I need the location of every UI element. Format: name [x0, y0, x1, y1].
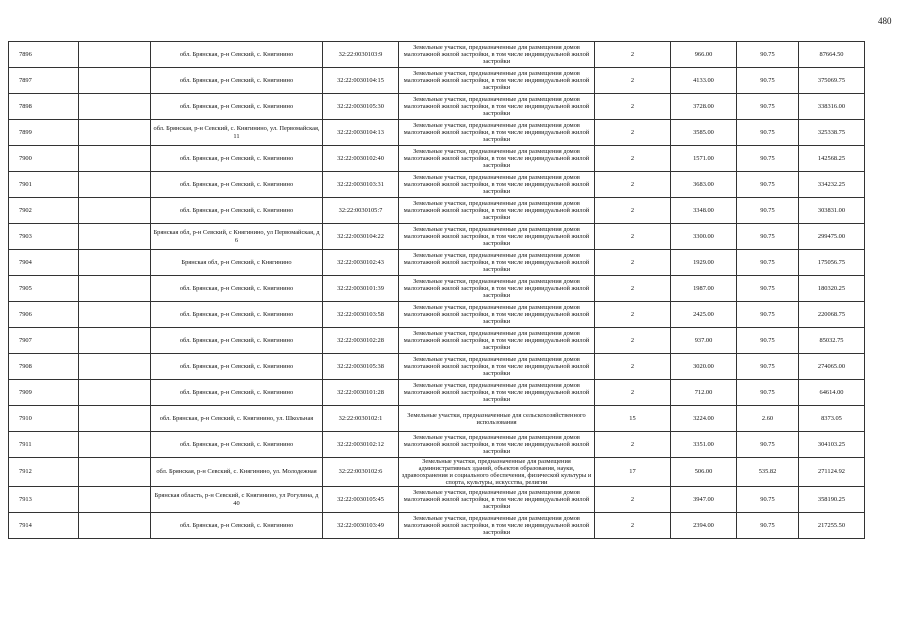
area-cell: 3947.00	[671, 487, 737, 513]
land-purpose-cell: Земельные участки, предназначенные для размещения домов малоэтажной жилой застройки, в том числе индивидуальной жилой застройки	[399, 513, 595, 539]
empty-cell	[79, 406, 151, 432]
address-cell: Брянская область, р-н Севский, с Княгинино, ул Рогулина, д 40	[151, 487, 323, 513]
address-cell: обл. Брянская, р-н Севский, с. Княгинино	[151, 42, 323, 68]
cadastral-number-cell: 32:22:0030102:12	[323, 432, 399, 458]
area-cell: 937.00	[671, 328, 737, 354]
row-number-cell: 7900	[9, 146, 79, 172]
area-cell: 3020.00	[671, 354, 737, 380]
row-number-cell: 7914	[9, 513, 79, 539]
area-cell: 1929.00	[671, 250, 737, 276]
area-cell: 3585.00	[671, 120, 737, 146]
cadastral-value-cell: 299475.00	[799, 224, 865, 250]
row-number-cell: 7901	[9, 172, 79, 198]
cadastral-value-cell: 303831.00	[799, 198, 865, 224]
cadastral-number-cell: 32:22:0030103:49	[323, 513, 399, 539]
empty-cell	[79, 328, 151, 354]
row-number-cell: 7909	[9, 380, 79, 406]
land-purpose-cell: Земельные участки, предназначенные для размещения домов малоэтажной жилой застройки, в том числе индивидуальной жилой застройки	[399, 42, 595, 68]
usage-code-cell: 2	[595, 172, 671, 198]
page-number: 480	[878, 16, 892, 26]
land-purpose-cell: Земельные участки, предназначенные для размещения домов малоэтажной жилой застройки, в том числе индивидуальной жилой застройки	[399, 432, 595, 458]
rate-cell: 90.75	[737, 380, 799, 406]
area-cell: 506.00	[671, 458, 737, 487]
table-body	[9, 42, 865, 539]
cadastral-value-cell: 142568.25	[799, 146, 865, 172]
address-cell: обл. Брянская, р-н Севский, с. Княгинино	[151, 513, 323, 539]
usage-code-cell: 2	[595, 276, 671, 302]
cadastral-value-cell: 175056.75	[799, 250, 865, 276]
cadastral-number-cell: 32:22:0030101:28	[323, 380, 399, 406]
rate-cell: 2.60	[737, 406, 799, 432]
cadastral-number-cell: 32:22:0030104:13	[323, 120, 399, 146]
cadastral-number-cell: 32:22:0030102:40	[323, 146, 399, 172]
usage-code-cell: 2	[595, 198, 671, 224]
table-row	[9, 406, 865, 432]
table-row	[9, 68, 865, 94]
table-row	[9, 354, 865, 380]
row-number-cell: 7904	[9, 250, 79, 276]
area-cell: 3728.00	[671, 94, 737, 120]
empty-cell	[79, 120, 151, 146]
table-row	[9, 487, 865, 513]
rate-cell: 90.75	[737, 68, 799, 94]
cadastral-number-cell: 32:22:0030102:43	[323, 250, 399, 276]
address-cell: обл. Брянская, р-н Севский, с. Княгинино, ул. Молодежная	[151, 458, 323, 487]
land-purpose-cell: Земельные участки, предназначенные для размещения административных зданий, объектов образования, науки, здравоохранения и социального обеспечения, физической культуры и спорта, культуры, искусства, религии	[399, 458, 595, 487]
table-row	[9, 380, 865, 406]
land-purpose-cell: Земельные участки, предназначенные для размещения домов малоэтажной жилой застройки, в том числе индивидуальной жилой застройки	[399, 120, 595, 146]
cadastral-number-cell: 32:22:0030103:9	[323, 42, 399, 68]
usage-code-cell: 2	[595, 432, 671, 458]
area-cell: 3348.00	[671, 198, 737, 224]
empty-cell	[79, 68, 151, 94]
land-purpose-cell: Земельные участки, предназначенные для размещения домов малоэтажной жилой застройки, в том числе индивидуальной жилой застройки	[399, 68, 595, 94]
cadastral-value-cell: 8373.05	[799, 406, 865, 432]
rate-cell: 90.75	[737, 276, 799, 302]
row-number-cell: 7906	[9, 302, 79, 328]
rate-cell: 90.75	[737, 432, 799, 458]
usage-code-cell: 2	[595, 250, 671, 276]
table-row	[9, 120, 865, 146]
table-row	[9, 94, 865, 120]
empty-cell	[79, 198, 151, 224]
cadastral-value-cell: 85032.75	[799, 328, 865, 354]
address-cell: обл. Брянская, р-н Севский, с. Княгинино	[151, 328, 323, 354]
cadastral-number-cell: 32:22:0030102:28	[323, 328, 399, 354]
address-cell: Брянская обл, р-н Севский, с Княгинино, ул Первомайская, д 6	[151, 224, 323, 250]
address-cell: обл. Брянская, р-н Севский, с. Княгинино	[151, 198, 323, 224]
row-number-cell: 7905	[9, 276, 79, 302]
cadastral-value-cell: 375069.75	[799, 68, 865, 94]
cadastral-number-cell: 32:22:0030105:45	[323, 487, 399, 513]
cadastral-value-cell: 220068.75	[799, 302, 865, 328]
empty-cell	[79, 94, 151, 120]
address-cell: обл. Брянская, р-н Севский, с. Княгинино	[151, 432, 323, 458]
address-cell: обл. Брянская, р-н Севский, с. Княгинино, ул. Первомайская, 11	[151, 120, 323, 146]
cadastral-number-cell: 32:22:0030104:15	[323, 68, 399, 94]
land-purpose-cell: Земельные участки, предназначенные для размещения домов малоэтажной жилой застройки, в том числе индивидуальной жилой застройки	[399, 198, 595, 224]
cadastral-number-cell: 32:22:0030104:22	[323, 224, 399, 250]
address-cell: обл. Брянская, р-н Севский, с. Княгинино	[151, 302, 323, 328]
usage-code-cell: 2	[595, 513, 671, 539]
cadastral-number-cell: 32:22:0030102:6	[323, 458, 399, 487]
address-cell: обл. Брянская, р-н Севский, с. Княгинино, ул. Школьная	[151, 406, 323, 432]
area-cell: 712.00	[671, 380, 737, 406]
rate-cell: 90.75	[737, 172, 799, 198]
address-cell: Брянская обл, р-н Севский, с Княгинино	[151, 250, 323, 276]
table-row	[9, 146, 865, 172]
area-cell: 1987.00	[671, 276, 737, 302]
land-purpose-cell: Земельные участки, предназначенные для размещения домов малоэтажной жилой застройки, в том числе индивидуальной жилой застройки	[399, 487, 595, 513]
empty-cell	[79, 432, 151, 458]
land-purpose-cell: Земельные участки, предназначенные для размещения домов малоэтажной жилой застройки, в том числе индивидуальной жилой застройки	[399, 250, 595, 276]
cadastral-value-cell: 64614.00	[799, 380, 865, 406]
area-cell: 3351.00	[671, 432, 737, 458]
cadastral-value-cell: 338316.00	[799, 94, 865, 120]
area-cell: 3300.00	[671, 224, 737, 250]
usage-code-cell: 2	[595, 224, 671, 250]
rate-cell: 90.75	[737, 42, 799, 68]
table-row	[9, 224, 865, 250]
cadastral-value-cell: 334232.25	[799, 172, 865, 198]
table-row	[9, 42, 865, 68]
usage-code-cell: 2	[595, 380, 671, 406]
empty-cell	[79, 276, 151, 302]
land-purpose-cell: Земельные участки, предназначенные для размещения домов малоэтажной жилой застройки, в том числе индивидуальной жилой застройки	[399, 172, 595, 198]
address-cell: обл. Брянская, р-н Севский, с. Княгинино	[151, 276, 323, 302]
land-purpose-cell: Земельные участки, предназначенные для размещения домов малоэтажной жилой застройки, в том числе индивидуальной жилой застройки	[399, 380, 595, 406]
usage-code-cell: 2	[595, 68, 671, 94]
area-cell: 3683.00	[671, 172, 737, 198]
usage-code-cell: 2	[595, 146, 671, 172]
usage-code-cell: 2	[595, 42, 671, 68]
rate-cell: 90.75	[737, 302, 799, 328]
cadastral-value-cell: 180320.25	[799, 276, 865, 302]
empty-cell	[79, 458, 151, 487]
cadastral-value-cell: 358190.25	[799, 487, 865, 513]
cadastral-number-cell: 32:22:0030105:38	[323, 354, 399, 380]
table-row	[9, 172, 865, 198]
land-registry-table	[8, 41, 865, 539]
row-number-cell: 7897	[9, 68, 79, 94]
land-purpose-cell: Земельные участки, предназначенные для размещения домов малоэтажной жилой застройки, в том числе индивидуальной жилой застройки	[399, 146, 595, 172]
land-purpose-cell: Земельные участки, предназначенные для размещения домов малоэтажной жилой застройки, в том числе индивидуальной жилой застройки	[399, 276, 595, 302]
table-row	[9, 458, 865, 487]
row-number-cell: 7912	[9, 458, 79, 487]
address-cell: обл. Брянская, р-н Севский, с. Княгинино	[151, 354, 323, 380]
empty-cell	[79, 380, 151, 406]
cadastral-number-cell: 32:22:0030103:58	[323, 302, 399, 328]
usage-code-cell: 2	[595, 328, 671, 354]
land-purpose-cell: Земельные участки, предназначенные для размещения домов малоэтажной жилой застройки, в том числе индивидуальной жилой застройки	[399, 302, 595, 328]
cadastral-number-cell: 32:22:0030105:30	[323, 94, 399, 120]
row-number-cell: 7911	[9, 432, 79, 458]
land-purpose-cell: Земельные участки, предназначенные для размещения домов малоэтажной жилой застройки, в том числе индивидуальной жилой застройки	[399, 224, 595, 250]
cadastral-value-cell: 325338.75	[799, 120, 865, 146]
cadastral-number-cell: 32:22:0030103:31	[323, 172, 399, 198]
table-row	[9, 328, 865, 354]
table-row	[9, 250, 865, 276]
row-number-cell: 7908	[9, 354, 79, 380]
rate-cell: 90.75	[737, 224, 799, 250]
cadastral-value-cell: 304103.25	[799, 432, 865, 458]
empty-cell	[79, 354, 151, 380]
rate-cell: 90.75	[737, 487, 799, 513]
rate-cell: 90.75	[737, 513, 799, 539]
row-number-cell: 7896	[9, 42, 79, 68]
cadastral-number-cell: 32:22:0030105:7	[323, 198, 399, 224]
rate-cell: 90.75	[737, 120, 799, 146]
row-number-cell: 7902	[9, 198, 79, 224]
address-cell: обл. Брянская, р-н Севский, с. Княгинино	[151, 94, 323, 120]
usage-code-cell: 2	[595, 302, 671, 328]
address-cell: обл. Брянская, р-н Севский, с. Княгинино	[151, 380, 323, 406]
address-cell: обл. Брянская, р-н Севский, с. Княгинино	[151, 146, 323, 172]
row-number-cell: 7899	[9, 120, 79, 146]
area-cell: 2394.00	[671, 513, 737, 539]
row-number-cell: 7907	[9, 328, 79, 354]
usage-code-cell: 17	[595, 458, 671, 487]
rate-cell: 535.82	[737, 458, 799, 487]
usage-code-cell: 15	[595, 406, 671, 432]
address-cell: обл. Брянская, р-н Севский, с. Княгинино	[151, 172, 323, 198]
land-purpose-cell: Земельные участки, предназначенные для размещения домов малоэтажной жилой застройки, в том числе индивидуальной жилой застройки	[399, 328, 595, 354]
cadastral-value-cell: 271124.92	[799, 458, 865, 487]
address-cell: обл. Брянская, р-н Севский, с. Княгинино	[151, 68, 323, 94]
empty-cell	[79, 302, 151, 328]
table-row	[9, 302, 865, 328]
usage-code-cell: 2	[595, 487, 671, 513]
area-cell: 4133.00	[671, 68, 737, 94]
land-purpose-cell: Земельные участки, предназначенные для размещения домов малоэтажной жилой застройки, в том числе индивидуальной жилой застройки	[399, 94, 595, 120]
row-number-cell: 7913	[9, 487, 79, 513]
land-purpose-cell: Земельные участки, предназначенные для сельскохозяйственного использования	[399, 406, 595, 432]
table-row	[9, 432, 865, 458]
row-number-cell: 7910	[9, 406, 79, 432]
empty-cell	[79, 146, 151, 172]
cadastral-number-cell: 32:22:0030102:1	[323, 406, 399, 432]
rate-cell: 90.75	[737, 94, 799, 120]
cadastral-value-cell: 217255.50	[799, 513, 865, 539]
area-cell: 2425.00	[671, 302, 737, 328]
row-number-cell: 7903	[9, 224, 79, 250]
table-row	[9, 198, 865, 224]
row-number-cell: 7898	[9, 94, 79, 120]
rate-cell: 90.75	[737, 146, 799, 172]
rate-cell: 90.75	[737, 328, 799, 354]
empty-cell	[79, 487, 151, 513]
empty-cell	[79, 513, 151, 539]
usage-code-cell: 2	[595, 94, 671, 120]
cadastral-value-cell: 274065.00	[799, 354, 865, 380]
rate-cell: 90.75	[737, 198, 799, 224]
usage-code-cell: 2	[595, 120, 671, 146]
cadastral-value-cell: 87664.50	[799, 42, 865, 68]
empty-cell	[79, 224, 151, 250]
rate-cell: 90.75	[737, 354, 799, 380]
table-row	[9, 276, 865, 302]
table-row	[9, 513, 865, 539]
land-purpose-cell: Земельные участки, предназначенные для размещения домов малоэтажной жилой застройки, в том числе индивидуальной жилой застройки	[399, 354, 595, 380]
usage-code-cell: 2	[595, 354, 671, 380]
cadastral-number-cell: 32:22:0030101:39	[323, 276, 399, 302]
area-cell: 966.00	[671, 42, 737, 68]
empty-cell	[79, 250, 151, 276]
empty-cell	[79, 172, 151, 198]
empty-cell	[79, 42, 151, 68]
area-cell: 1571.00	[671, 146, 737, 172]
rate-cell: 90.75	[737, 250, 799, 276]
area-cell: 3224.00	[671, 406, 737, 432]
